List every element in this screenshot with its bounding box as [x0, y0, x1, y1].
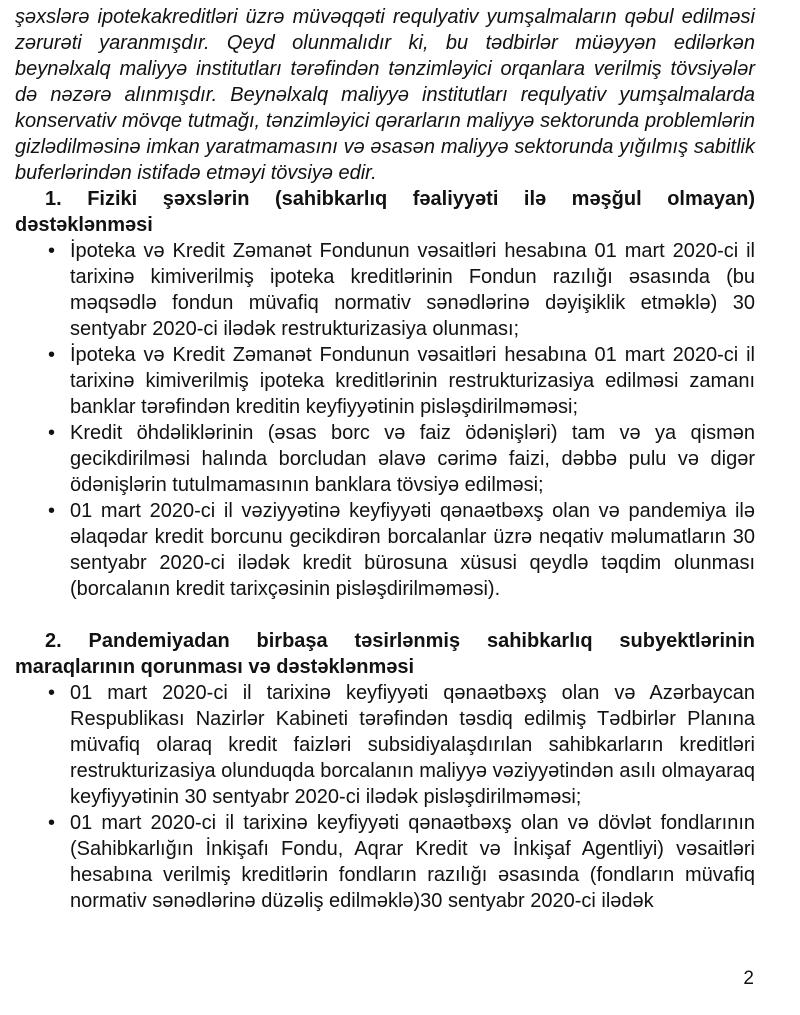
- list-item: [15, 342, 755, 420]
- bullet-text: 01 mart 2020-ci il tarixinə keyfiyyəti qənaətbəxş olan və Azərbaycan Respublikası Nazirlər Kabineti tərəfindən təsdiq edilmiş Tədbirlər Planına müvafiq olaraq kredit faizləri subsidiyalaşdırılan sahibkarların kreditləri restrukturizasiya olunduqda borcalanın maliyyə vəziyyətindən asılı olmayaraq keyfiyyətinin 30 sentyabr 2020-ci ilədək pisləşdirilməməsi;: [70, 682, 755, 808]
- bullet-icon: •: [48, 812, 56, 834]
- bullet-text: İpoteka və Kredit Zəmanət Fondunun vəsaitləri hesabına 01 mart 2020-ci il tarixinə kimiverilmiş ipoteka kreditlərinin Fondun razılığı əsasında (bu məqsədlə fondun müvafiq normativ sənədlərinə dəyişiklik etməklə) 30 sentyabr 2020-ci ilədək restrukturizasiya olunması;: [70, 240, 755, 340]
- list-item: [15, 810, 755, 914]
- document-content: [15, 4, 755, 914]
- bullet-icon: •: [48, 500, 56, 522]
- bullet-text: 01 mart 2020-ci il tarixinə keyfiyyəti qənaətbəxş olan və dövlət fondlarının (Sahibkarlığın İnkişafı Fondu, Aqrar Kredit və İnkişaf Agentliyi) vəsaitləri hesabına verilmiş kreditlərin fondların razılığı əsasında (fondların müvafiq normativ sənədlərinə düzəliş edilməklə)30 sentyabr 2020-ci ilədək: [70, 812, 755, 912]
- section-1-heading: 1. Fiziki şəxslərin (sahibkarlıq fəaliyyəti ilə məşğul olmayan) dəstəklənməsi: [15, 188, 755, 236]
- list-item: [15, 420, 755, 498]
- bullet-icon: •: [48, 682, 56, 704]
- list-item: [15, 498, 755, 602]
- page-number: 2: [743, 968, 754, 989]
- bullet-icon: •: [48, 344, 56, 366]
- bullet-icon: •: [48, 240, 56, 262]
- list-item: [15, 680, 755, 810]
- bullet-icon: •: [48, 422, 56, 444]
- section-2-heading: 2. Pandemiyadan birbaşa təsirlənmiş sahibkarlıq subyektlərinin maraqlarının qorunması və dəstəklənməsi: [15, 630, 755, 678]
- bullet-text: İpoteka və Kredit Zəmanət Fondunun vəsaitləri hesabına 01 mart 2020-ci il tarixinə kimiverilmiş ipoteka kreditlərinin restrukturizasiya edilməsi zamanı banklar tərəfindən kreditin keyfiyyətinin pisləşdirilməməsi;: [70, 344, 755, 418]
- bullet-text: 01 mart 2020-ci il vəziyyətinə keyfiyyəti qənaətbəxş olan və pandemiya ilə əlaqədar kredit borcunu gecikdirən borcalanlar üzrə neqativ məlumatların 30 sentyabr 2020-ci ilədək kredit bürosuna xüsusi qeydlə təqdim olunması (borcalanın kredit tarixçəsinin pisləşdirilməməsi).: [70, 500, 755, 600]
- intro-paragraph: şəxslərə ipotekakreditləri üzrə müvəqqəti requlyativ yumşalmaların qəbul edilməsi zərurəti yaranmışdır. Qeyd olunmalıdır ki, bu tədbirlər müəyyən edilərkən beynəlxalq maliyyə institutları tərəfindən tənzimləyici orqanlara verilmiş tövsiyələr də nəzərə alınmışdır. Beynəlxalq maliyyə institutları requlyativ yumşalmalarda konservativ mövqe tutmağı, tənzimləyici qərarların maliyyə sektorunda problemlərin gizlədilməsinə imkan yaratmamasını və əsasən maliyyə sektorunda yığılmış sabitlik buferlərindən istifadə etməyi tövsiyə edir.: [15, 6, 755, 184]
- list-item: [15, 238, 755, 342]
- bullet-text: Kredit öhdəliklərinin (əsas borc və faiz ödənişləri) tam və ya qismən gecikdirilməsi halında borcludan əlavə cərimə faizi, dəbbə pulu və digər ödənişlərin tutulmamasının banklara tövsiyə edilməsi;: [70, 422, 755, 496]
